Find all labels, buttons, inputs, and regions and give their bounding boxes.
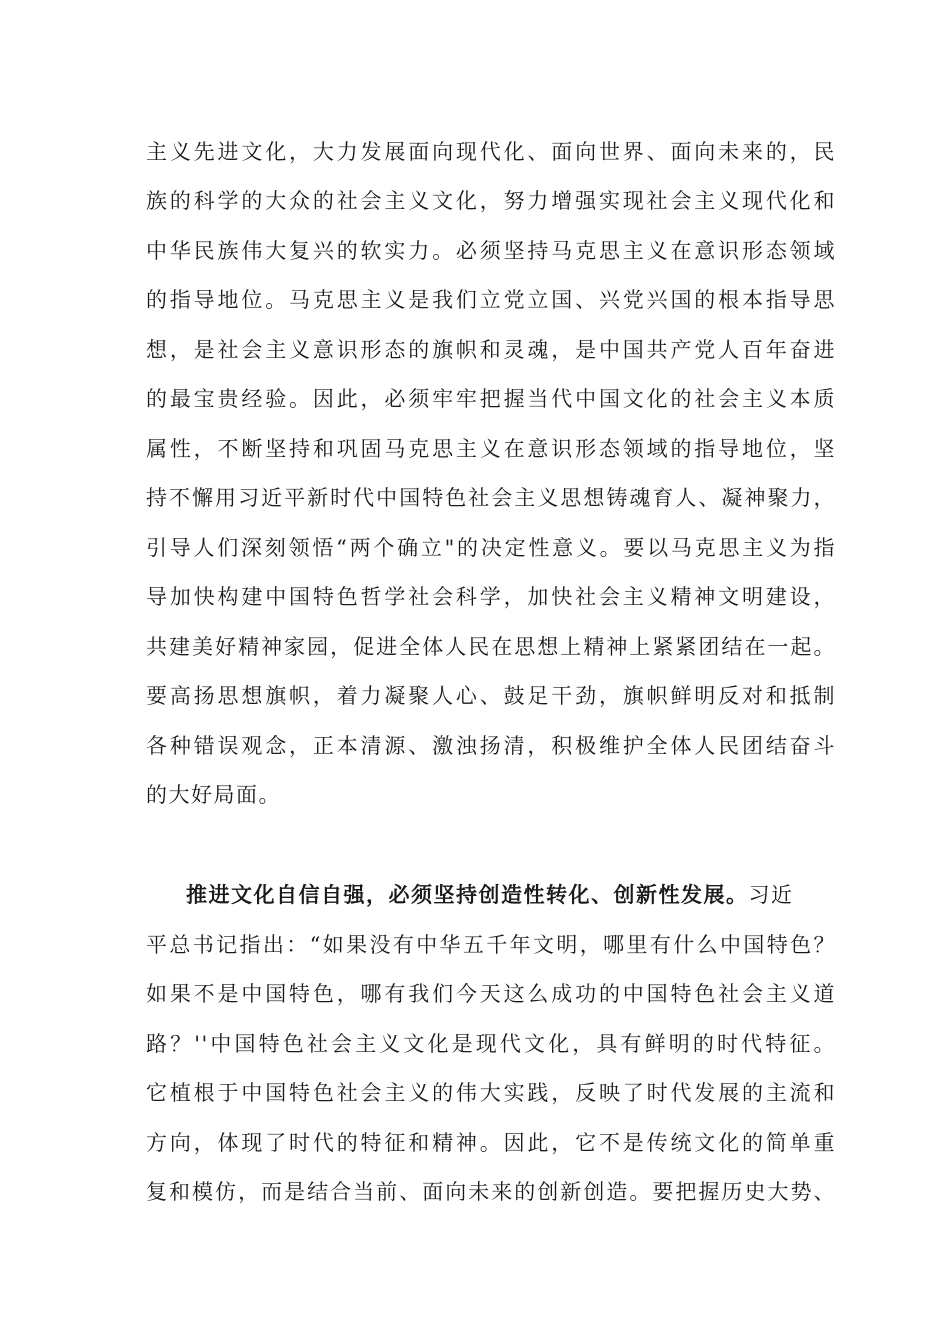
text-line: 共建美好精神家园，促进全体人民在思想上精神上紧紧团结在一起。 bbox=[146, 635, 836, 659]
text-line: 它植根于中国特色社会主义的伟大实践，反映了时代发展的主流和 bbox=[146, 1081, 836, 1105]
text-line: 的最宝贵经验。因此，必须牢牢把握当代中国文化的社会主义本质 bbox=[146, 387, 836, 411]
text-line: 各种错误观念，正本清源、激浊扬清，积极维护全体人民团结奋斗 bbox=[146, 734, 836, 758]
text-line: 方向，体现了时代的特征和精神。因此，它不是传统文化的简单重 bbox=[146, 1131, 836, 1155]
text-span: 习近 bbox=[748, 883, 794, 907]
text-line: 族的科学的大众的社会主义文化，努力增强实现社会主义现代化和 bbox=[146, 189, 836, 213]
text-line: 要高扬思想旗帜，着力凝聚人心、鼓足干劲，旗帜鲜明反对和抵制 bbox=[146, 684, 836, 708]
text-line: 导加快构建中国特色哲学社会科学，加快社会主义精神文明建设， bbox=[146, 585, 836, 609]
text-line: 复和模仿，而是结合当前、面向未来的创新创造。要把握历史大势、 bbox=[146, 1180, 836, 1204]
text-line: 的指导地位。马克思主义是我们立党立国、兴党兴国的根本指导思 bbox=[146, 288, 836, 312]
text-line: 持不懈用习近平新时代中国特色社会主义思想铸魂育人、凝神聚力， bbox=[146, 486, 836, 510]
text-line: 主义先进文化，大力发展面向现代化、面向世界、面向未来的，民 bbox=[146, 140, 836, 164]
text-line: 平总书记指出：“如果没有中华五千年文明，哪里有什么中国特色？ bbox=[146, 933, 836, 957]
paragraph-lead-sentence: 推进文化自信自强，必须坚持创造性转化、创新性发展。 bbox=[186, 882, 749, 907]
text-line: 如果不是中国特色，哪有我们今天这么成功的中国特色社会主义道 bbox=[146, 982, 836, 1006]
text-line: 属性，不断坚持和巩固马克思主义在意识形态领域的指导地位，坚 bbox=[146, 437, 836, 461]
text-line: 的大好局面。 bbox=[146, 783, 281, 807]
text-line: 想，是社会主义意识形态的旗帜和灵魂，是中国共产党人百年奋进 bbox=[146, 338, 836, 362]
text-line: 中华民族伟大复兴的软实力。必须坚持马克思主义在意识形态领域 bbox=[146, 239, 836, 263]
text-line: 路？''中国特色社会主义文化是现代文化，具有鲜明的时代特征。 bbox=[146, 1032, 836, 1056]
paragraph-2-first-line bbox=[186, 880, 836, 910]
text-line: 引导人们深刻领悟“两个确立"的决定性意义。要以马克思主义为指 bbox=[146, 536, 836, 560]
